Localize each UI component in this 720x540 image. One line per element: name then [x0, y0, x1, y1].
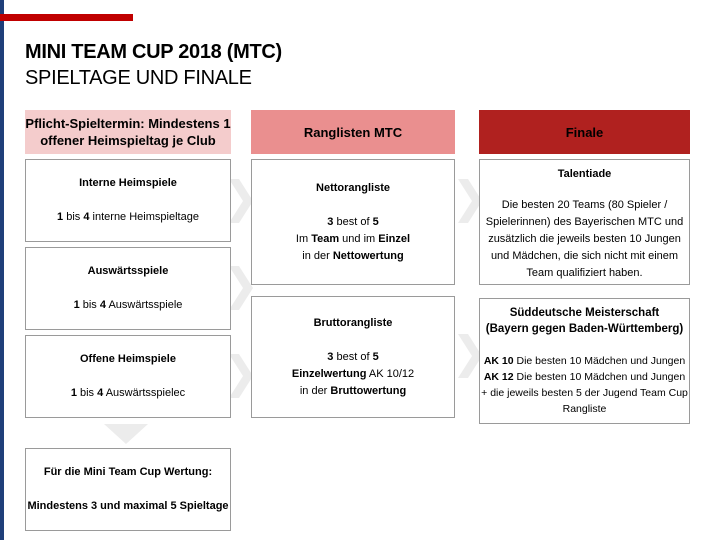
best-of-label: best of	[333, 215, 373, 228]
count-from: 1	[73, 299, 80, 311]
count-sep: bis	[63, 211, 84, 223]
box-text	[74, 297, 183, 314]
column-header-finale	[479, 110, 690, 154]
ak10-text: Die besten 10 Mädchen und Jungen	[513, 355, 686, 367]
page-title: MINI TEAM CUP 2018 (MTC)	[25, 41, 282, 63]
text-einzel: Einzel	[378, 232, 411, 245]
box-title: Süddeutsche Meisterschaft	[509, 307, 660, 319]
column-header-ranglisten	[251, 110, 455, 154]
chevron-right-icon	[229, 179, 253, 223]
header-label: Ranglisten MTC	[303, 124, 403, 140]
box-title: Offene Heimspiele	[80, 353, 176, 365]
box-text	[71, 385, 185, 402]
box-bruttorangliste	[251, 296, 455, 418]
box-nettorangliste	[251, 159, 455, 285]
count-from: 1	[57, 211, 64, 223]
box-sueddeutsche-meisterschaft	[479, 298, 690, 424]
count-label: Auswärtsspiele	[106, 299, 183, 311]
box-mtc-wertung	[25, 448, 231, 531]
rangliste-line: Rangliste	[562, 403, 607, 415]
best-of-n1: 3	[327, 215, 334, 228]
ak12-text: Die besten 10 Mädchen und Jungen	[513, 371, 686, 383]
wertung-line	[300, 383, 406, 400]
count-label: Auswärtsspielec	[103, 387, 186, 399]
header-label: Finale	[565, 124, 604, 140]
box-auswaertsspiele	[25, 247, 231, 330]
box-text: Mindestens 3 und maximal 5 Spieltage	[27, 500, 229, 512]
left-accent-bar	[0, 0, 4, 540]
text-einzelwertung: Einzelwertung	[291, 367, 367, 380]
wertung-line	[302, 248, 403, 265]
box-offene-heimspiele	[25, 335, 231, 418]
best-of-label: best of	[333, 350, 373, 363]
count-to: 4	[83, 211, 90, 223]
top-accent-bar	[0, 14, 133, 21]
ak10-line	[484, 353, 685, 369]
box-title: Auswärtsspiele	[87, 265, 169, 277]
column-header-pflicht	[25, 110, 231, 154]
count-sep: bis	[79, 299, 100, 311]
text-wertung: Nettowertung	[332, 249, 404, 262]
einzelwertung-line	[292, 366, 414, 383]
box-subtitle: (Bayern gegen Baden-Württemberg)	[485, 323, 684, 335]
best-of-n1: 3	[327, 350, 334, 363]
best-of-n2: 5	[372, 215, 379, 228]
text-und-im: und im	[339, 232, 379, 245]
talentiade-line: Die besten 20 Teams (80 Spieler /	[501, 199, 668, 211]
text-im: Im	[295, 232, 312, 245]
header-line-1: Pflicht-Spieltermin: Mindestens 1	[25, 116, 231, 131]
box-text	[57, 209, 199, 226]
count-label: interne Heimspieltage	[89, 211, 199, 223]
count-from: 1	[70, 387, 77, 399]
box-title: Für die Mini Team Cup Wertung:	[43, 466, 213, 478]
text-wertung: Bruttowertung	[330, 384, 407, 397]
jugend-line: + die jeweils besten 5 der Jugend Team Cup	[481, 387, 688, 399]
talentiade-line: und Mädchen, die sich nicht mit einem	[490, 250, 679, 262]
ak12-line	[484, 369, 685, 385]
text-in-der: in der	[302, 249, 333, 262]
count-to: 4	[99, 299, 106, 311]
talentiade-line: Team qualifiziert haben.	[526, 267, 643, 279]
box-title: Nettorangliste	[316, 181, 390, 194]
text-ak: AK 10/12	[366, 367, 415, 380]
ak12-label: AK 12	[483, 371, 514, 383]
chevron-right-icon	[229, 266, 253, 310]
best-of-line	[327, 349, 378, 366]
best-of-n2: 5	[372, 350, 379, 363]
chevron-right-icon	[229, 354, 253, 398]
count-to: 4	[97, 387, 104, 399]
box-title: Interne Heimspiele	[79, 177, 177, 189]
chevron-down-icon	[104, 424, 148, 444]
talentiade-line: Spielerinnen) des Bayerischen MTC und	[485, 216, 684, 228]
text-team: Team	[311, 232, 340, 245]
talentiade-line: zusätzlich die jeweils besten 10 Jungen	[488, 233, 681, 245]
team-einzel-line	[296, 231, 410, 248]
best-of-line	[327, 214, 378, 231]
box-talentiade	[479, 159, 690, 285]
text-in-der: in der	[299, 384, 331, 397]
page-subtitle: SPIELTAGE UND FINALE	[25, 67, 252, 89]
count-sep: bis	[76, 387, 98, 399]
ak10-label: AK 10	[483, 355, 514, 367]
box-interne-heimspiele	[25, 159, 231, 242]
header-line-2: offener Heimspieltag je Club	[40, 133, 216, 148]
box-title: Bruttorangliste	[313, 316, 393, 329]
box-title: Talentiade	[557, 168, 612, 180]
